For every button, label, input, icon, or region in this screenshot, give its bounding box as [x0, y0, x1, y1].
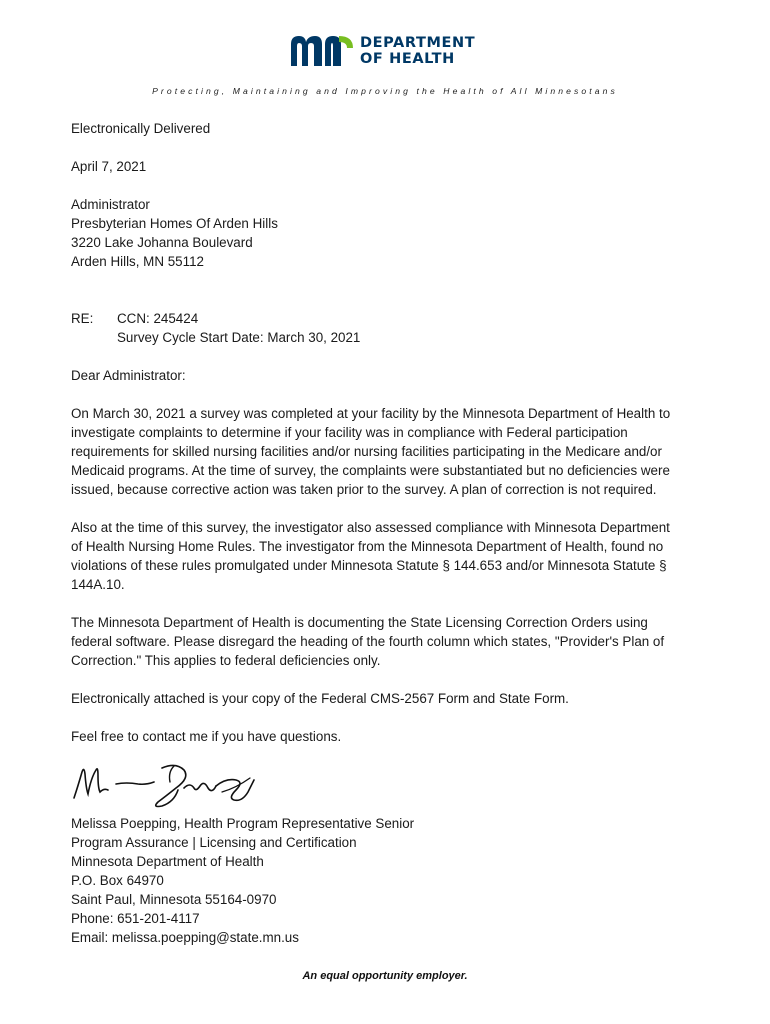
ccn-number: CCN: 245424 [117, 311, 199, 326]
survey-start-date: Survey Cycle Start Date: March 30, 2021 [117, 330, 361, 345]
sender-city: Saint Paul, Minnesota 55164-0970 [71, 892, 277, 907]
paragraph-3: The Minnesota Department of Health is documenting the State Licensing Correction Orders using federal software. Please disregard the heading of the fourth column which states, "Provider's Plan of Correction." This applies to federal deficiencies only. [71, 615, 665, 668]
logo-title-line1: DEPARTMENT [360, 35, 476, 51]
logo-title-line2: OF HEALTH [360, 51, 455, 67]
recipient-address: Administrator Presbyterian Homes Of Arden Hills 3220 Lake Johanna Boulevard Arden Hills, MN 55112 [71, 197, 278, 269]
mdh-logo [289, 34, 475, 68]
sender-email: Email: melissa.poepping@state.mn.us [71, 930, 299, 945]
sender-phone: Phone: 651-201-4117 [71, 911, 200, 926]
sender-signature-block [71, 814, 711, 947]
handwritten-signature [66, 758, 266, 814]
paragraph-2: Also at the time of this survey, the investigator also assessed compliance with Minnesota Department of Health Nursing Home Rules. The investigator from the Minnesota Department of Health, found no violations of these rules promulgated under Minnesota Statute § 144.653 and/or Minnesota Statute § 144A.10. [71, 520, 670, 592]
sender-po-box: P.O. Box 64970 [71, 873, 164, 888]
paragraph-1: On March 30, 2021 a survey was completed at your facility by the Minnesota Department of Health to investigate complaints to determine if your facility was in compliance with Federal participation requirements for skilled nursing facilities and/or nursing facilities participating in the Medicare and/or Medicaid programs. At the time of survey, the complaints were substantiated but no deficiencies were issued, because corrective action was taken prior to the survey. A plan of correction is not required. [71, 406, 671, 497]
paragraph-5: Feel free to contact me if you have questions. [71, 729, 342, 744]
sender-organization: Minnesota Department of Health [71, 854, 264, 869]
sender-name-title: Melissa Poepping, Health Program Representative Senior [71, 816, 415, 831]
footer-statement: An equal opportunity employer. [302, 970, 468, 982]
letter-date: April 7, 2021 [71, 159, 147, 174]
delivery-method: Electronically Delivered [71, 121, 211, 136]
re-block [71, 309, 711, 347]
paragraph-4: Electronically attached is your copy of the Federal CMS-2567 Form and State Form. [71, 691, 569, 706]
re-label: RE: [71, 311, 94, 326]
mn-logo-icon [289, 34, 355, 68]
tagline: Protecting, Maintaining and Improving the Health of All Minnesotans [152, 86, 618, 96]
sender-program: Program Assurance | Licensing and Certification [71, 835, 357, 850]
salutation: Dear Administrator: [71, 368, 186, 383]
